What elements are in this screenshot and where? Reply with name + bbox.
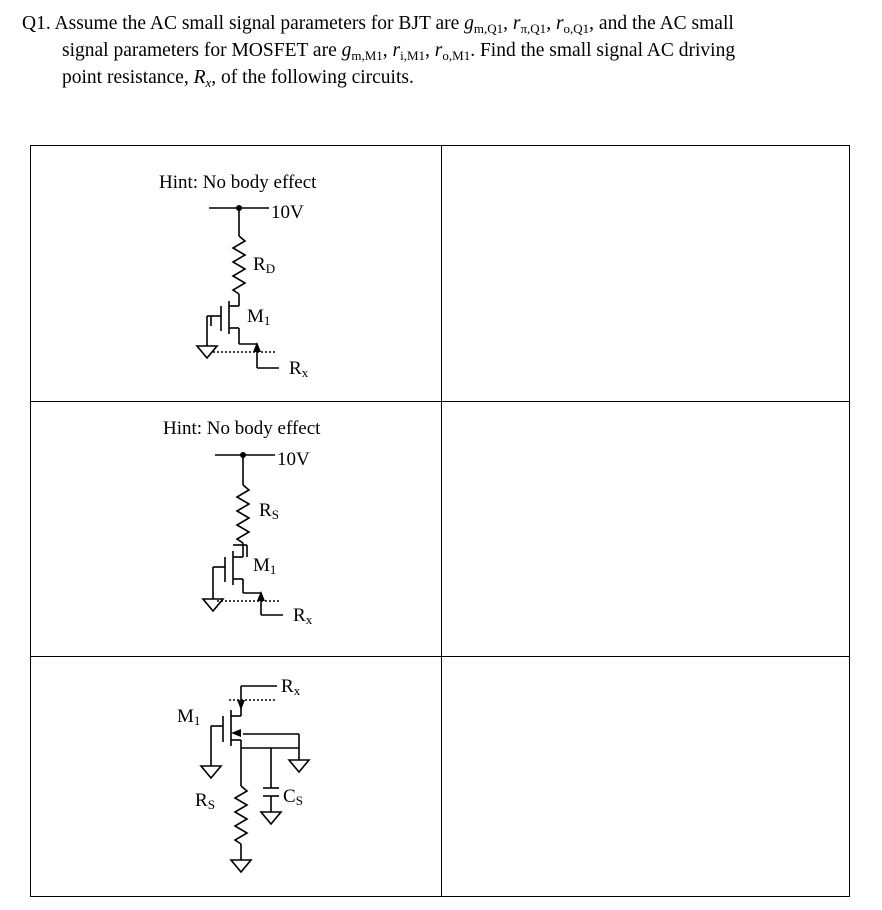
circuit-3-capacitor-label: CS [283, 786, 303, 808]
answer-cell-1[interactable] [442, 146, 850, 401]
circuit-2-schematic [31, 401, 441, 656]
supply-node [236, 205, 242, 211]
circuit-table [30, 145, 850, 897]
circuit-1-resistor-label: RD [253, 254, 276, 276]
circuit-2-transistor-label: M1 [253, 555, 277, 577]
bjt-params: $g_{m,Q1}$, $r_{\pi,Q1}$, $r_{o,Q1}$, [464, 13, 595, 36]
question-line-1 [22, 10, 872, 37]
circuit-2-supply-label: 10V [277, 449, 310, 470]
answer-cell-3[interactable] [442, 657, 850, 897]
answer-cell-2[interactable] [442, 402, 850, 656]
question-number: Q1. [22, 13, 51, 34]
question-text [22, 10, 872, 91]
circuit-2-resistor-label: RS [259, 500, 279, 522]
circuit-3-cell [31, 656, 441, 898]
circuit-3-transistor-label: M1 [177, 706, 201, 728]
circuit-1-supply-label: 10V [271, 202, 304, 223]
circuit-1-cell [31, 146, 441, 401]
circuit-1-hint: Hint: No body effect [159, 172, 317, 193]
question-line-3-suffix: , of the following circuits. [211, 67, 414, 88]
circuit-1-transistor-label: M1 [247, 306, 271, 328]
question-line-1-suffix: and the AC small [598, 13, 734, 34]
question-line-3 [22, 64, 872, 91]
circuit-1-rx-label: Rx [289, 358, 309, 380]
mosfet-params: $g_{m,M1}$, $r_{i,M1}$, $r_{o,M1}$. [341, 40, 476, 63]
supply-node [240, 452, 246, 458]
question-line-1-prefix: Assume the AC small signal parameters for BJT are [54, 13, 460, 34]
question-line-2-prefix: signal parameters for MOSFET are [62, 40, 337, 61]
question-line-2 [22, 37, 872, 64]
circuit-3-resistor-label: RS [195, 790, 215, 812]
rx-symbol: $R_x$ [193, 67, 212, 90]
source-arrow-icon [231, 729, 241, 737]
circuit-2-cell [31, 401, 441, 656]
question-line-2-suffix: Find the small signal AC driving [479, 40, 736, 61]
circuit-2-hint: Hint: No body effect [163, 418, 321, 439]
circuit-3-rx-label: Rx [281, 676, 301, 698]
circuit-2-rx-label: Rx [293, 605, 313, 627]
rx-arrow-icon [237, 700, 245, 710]
circuit-3-schematic [31, 656, 441, 898]
question-line-3-prefix: point resistance, [62, 67, 189, 88]
circuit-1-schematic [31, 146, 441, 401]
